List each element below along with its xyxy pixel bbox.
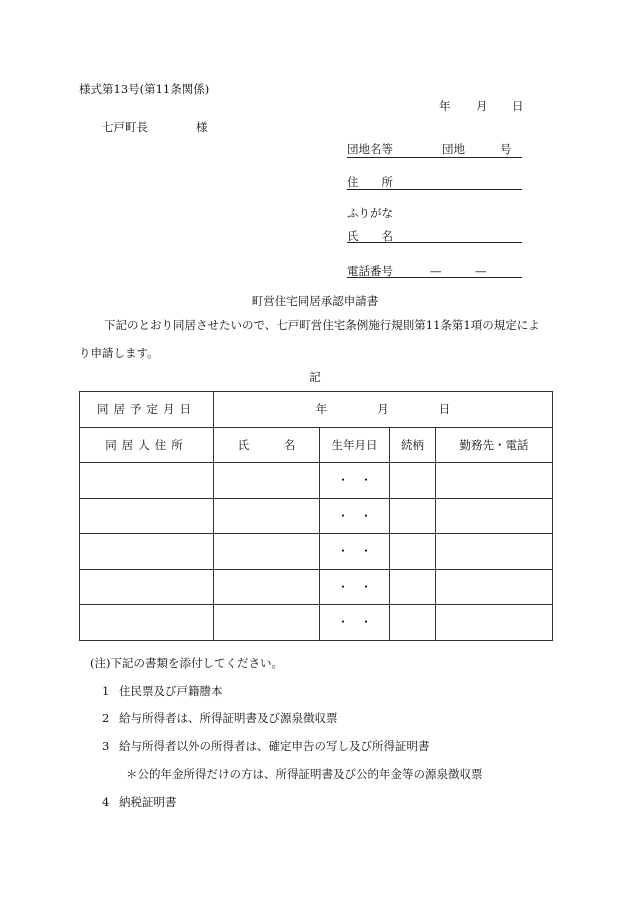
- phone-dash-2: —: [475, 264, 487, 278]
- workplace-cell[interactable]: [436, 569, 553, 605]
- address-cell[interactable]: [80, 605, 214, 641]
- name-cell[interactable]: [214, 498, 320, 534]
- relation-cell[interactable]: [390, 605, 436, 641]
- go-word: 号: [500, 142, 512, 156]
- danchi-label: 団地名等: [347, 142, 393, 156]
- workplace-cell[interactable]: [436, 534, 553, 570]
- table-row: [80, 605, 553, 641]
- workplace-cell[interactable]: [436, 463, 553, 499]
- address-underline: [347, 189, 522, 190]
- planned-date-label: 同居予定月日: [80, 392, 214, 428]
- phone-label: 電話番号: [347, 264, 393, 278]
- date-day-label: 日: [512, 99, 524, 113]
- body-text-line1: 下記のとおり同居させたいので、七戸町営住宅条例施行規則第11条第1項の規定によ: [104, 318, 540, 332]
- birthdate-cell[interactable]: ・ ・: [320, 569, 390, 605]
- note-number: 1: [102, 684, 110, 698]
- body-text-line2: り申請します。: [79, 346, 159, 360]
- relation-cell[interactable]: [390, 569, 436, 605]
- relation-cell[interactable]: [390, 498, 436, 534]
- header-workplace: 勤務先・電話: [436, 427, 553, 463]
- addressee-name: 七戸町長: [102, 120, 148, 134]
- address-cell[interactable]: [80, 569, 214, 605]
- note-number: 3: [102, 739, 110, 753]
- table-row: [80, 498, 553, 534]
- header-row: [80, 427, 553, 463]
- note-header: (注)下記の書類を添付してください。: [90, 656, 283, 670]
- phone-dash-1: —: [430, 264, 442, 278]
- note-number: 2: [102, 711, 110, 725]
- header-address: 同居人住所: [80, 427, 214, 463]
- furigana-label: ふりがな: [347, 206, 393, 220]
- birthdate-cell[interactable]: ・ ・: [320, 463, 390, 499]
- name-cell[interactable]: [214, 463, 320, 499]
- birthdate-cell[interactable]: ・ ・: [320, 605, 390, 641]
- cohabitant-table: [79, 391, 553, 641]
- name-cell[interactable]: [214, 534, 320, 570]
- address-cell[interactable]: [80, 534, 214, 570]
- table-row: [80, 534, 553, 570]
- birthdate-cell[interactable]: ・ ・: [320, 498, 390, 534]
- workplace-cell[interactable]: [436, 498, 553, 534]
- phone-underline: [347, 277, 522, 278]
- date-year-label: 年: [439, 99, 451, 113]
- danchi-underline: [347, 157, 522, 158]
- address-cell[interactable]: [80, 498, 214, 534]
- danchi-word: 団地: [442, 142, 465, 156]
- name-cell[interactable]: [214, 569, 320, 605]
- address-cell[interactable]: [80, 463, 214, 499]
- address-label: 住 所: [347, 175, 393, 189]
- name-label: 氏 名: [347, 229, 393, 243]
- relation-cell[interactable]: [390, 463, 436, 499]
- ki-heading: 記: [309, 370, 321, 384]
- date-month-label: 月: [476, 99, 488, 113]
- relation-cell[interactable]: [390, 534, 436, 570]
- header-name: 氏 名: [214, 427, 320, 463]
- workplace-cell[interactable]: [436, 605, 553, 641]
- planned-month-label: 月: [377, 402, 389, 417]
- header-birthdate: 生年月日: [320, 427, 390, 463]
- name-underline: [347, 242, 522, 243]
- planned-day-label: 日: [438, 402, 451, 417]
- planned-date-field[interactable]: [214, 392, 553, 428]
- note-text: 給与所得者は、所得証明書及び源泉徴収票: [119, 711, 338, 725]
- note-subtext: ＊公的年金所得だけの方は、所得証明書及び公的年金等の源泉徴収票: [126, 767, 483, 781]
- form-number: 様式第13号(第11条関係): [79, 82, 210, 96]
- table-row: [80, 463, 553, 499]
- note-text: 納税証明書: [119, 795, 177, 809]
- birthdate-cell[interactable]: ・ ・: [320, 534, 390, 570]
- note-text: 給与所得者以外の所得者は、確定申告の写し及び所得証明書: [119, 739, 430, 753]
- table-row: [80, 569, 553, 605]
- note-number: 4: [102, 795, 110, 809]
- planned-date-row: [80, 392, 553, 428]
- name-cell[interactable]: [214, 605, 320, 641]
- note-text: 住民票及び戸籍謄本: [119, 684, 223, 698]
- addressee-honorific: 様: [196, 120, 208, 134]
- document-title: 町営住宅同居承認申請書: [251, 294, 379, 308]
- header-relation: 続柄: [390, 427, 436, 463]
- planned-year-label: 年: [315, 402, 328, 417]
